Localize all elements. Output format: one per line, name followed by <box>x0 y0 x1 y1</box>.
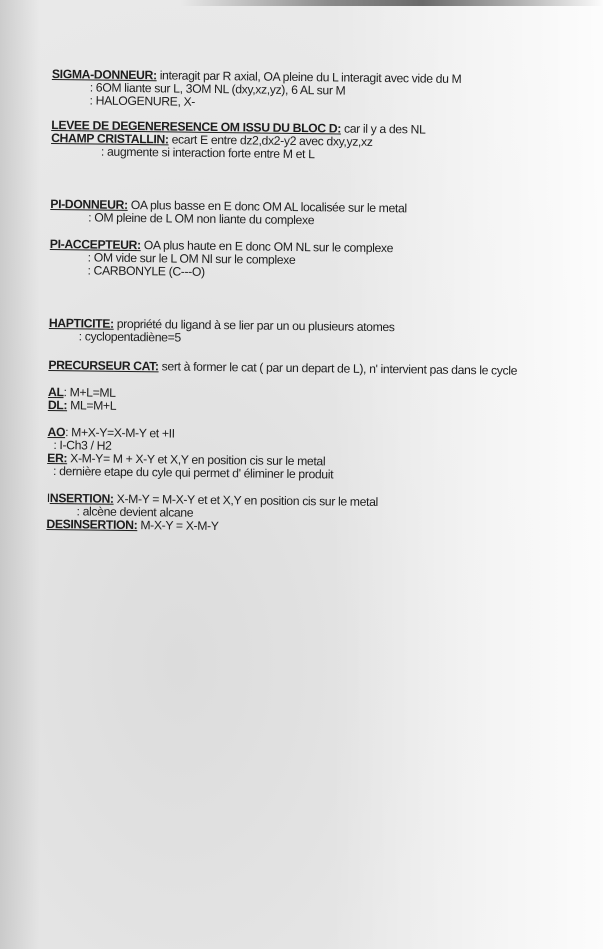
note-line: : OM pleine de L OM non liante du complexe <box>88 210 315 228</box>
note-line: : 6OM liante sur L, 3OM NL (dxy,xz,yz), 6 AL sur M <box>89 80 346 98</box>
definition-text: OA plus haute en E donc OM NL sur le complexe <box>140 238 394 256</box>
term-pi-accepteur: PI-ACCEPTEUR: <box>49 236 141 253</box>
note-line: : dernière etape du cyle qui permet d' éliminer le produit <box>52 464 334 482</box>
definition-text: X-M-Y= M + X-Y et X,Y en position cis sur le metal <box>67 451 326 469</box>
note-line: : cyclopentadiène=5 <box>78 329 181 345</box>
section-sigma-donneur <box>52 68 572 113</box>
definition-text: sert à former le cat ( par un depart de L), n' intervient pas dans le cycle <box>158 359 518 378</box>
definition-text: : M+X-Y=X-M-Y et +II <box>65 425 175 441</box>
term-precurseur-cat: PRECURSEUR CAT: <box>48 357 159 374</box>
term-dl: DL: <box>47 397 68 413</box>
paper-top-edge <box>0 0 603 6</box>
section-pi-donneur <box>50 198 570 230</box>
definition-text: OA plus basse en E donc OM AL localisée sur le metal <box>127 197 407 216</box>
term-insertion: NSERTION: <box>49 491 114 506</box>
definition-text: X-M-Y = M-X-Y et et X,Y en position cis sur le metal <box>113 491 378 510</box>
term-champ-cristallin: CHAMP CRISTALLIN: <box>51 130 169 147</box>
definition-text: M-X-Y = X-M-Y <box>137 518 219 534</box>
definition-text: propriété du ligand à se lier par un ou plusieurs atomes <box>113 316 395 335</box>
section-precurseur-cat <box>48 359 568 378</box>
term-insertion-prefix: I <box>46 490 50 506</box>
term-levee-degenerescence: LEVEE DE DEGENERESENCE OM ISSU DU BLOC D: <box>51 117 342 136</box>
note-line: : CARBONYLE (C---O) <box>87 263 205 279</box>
note-line: : HALOGENURE, X- <box>89 93 196 109</box>
term-desinsertion: DESINSERTION: <box>46 516 138 533</box>
term-er: ER: <box>47 450 68 466</box>
section-pi-accepteur <box>49 238 569 283</box>
definition-text: car il y a des NL <box>340 121 426 137</box>
note-line: : I-Ch3 / H2 <box>53 438 112 453</box>
note-line: : alcène devient alcane <box>76 504 194 520</box>
notes-content <box>46 68 572 537</box>
term-sigma-donneur: SIGMA-DONNEUR: <box>51 67 157 83</box>
definition-text: : M+L=ML <box>63 385 116 400</box>
note-line: : augmente si interaction forte entre M et L <box>100 144 315 162</box>
definition-text: ML=M+L <box>67 398 117 413</box>
term-al: AL <box>47 384 64 400</box>
definition-line <box>48 359 568 378</box>
definition-text: interagit par R axial, OA pleine du L interagit avec vide du M <box>156 68 462 87</box>
paper-shadow <box>0 0 40 949</box>
term-pi-donneur: PI-DONNEUR: <box>50 196 128 212</box>
section-champ-cristallin <box>51 132 571 164</box>
note-line: : OM vide sur le L OM Nl sur le complexe <box>87 250 296 267</box>
term-hapticite: HAPTICITE: <box>48 315 114 331</box>
section-hapticite <box>49 317 569 349</box>
definition-text: ecart E entre dz2,dx2-y2 avec dxy,yz,xz <box>168 132 373 149</box>
section-er <box>47 452 567 484</box>
term-ao: AO <box>47 424 66 440</box>
